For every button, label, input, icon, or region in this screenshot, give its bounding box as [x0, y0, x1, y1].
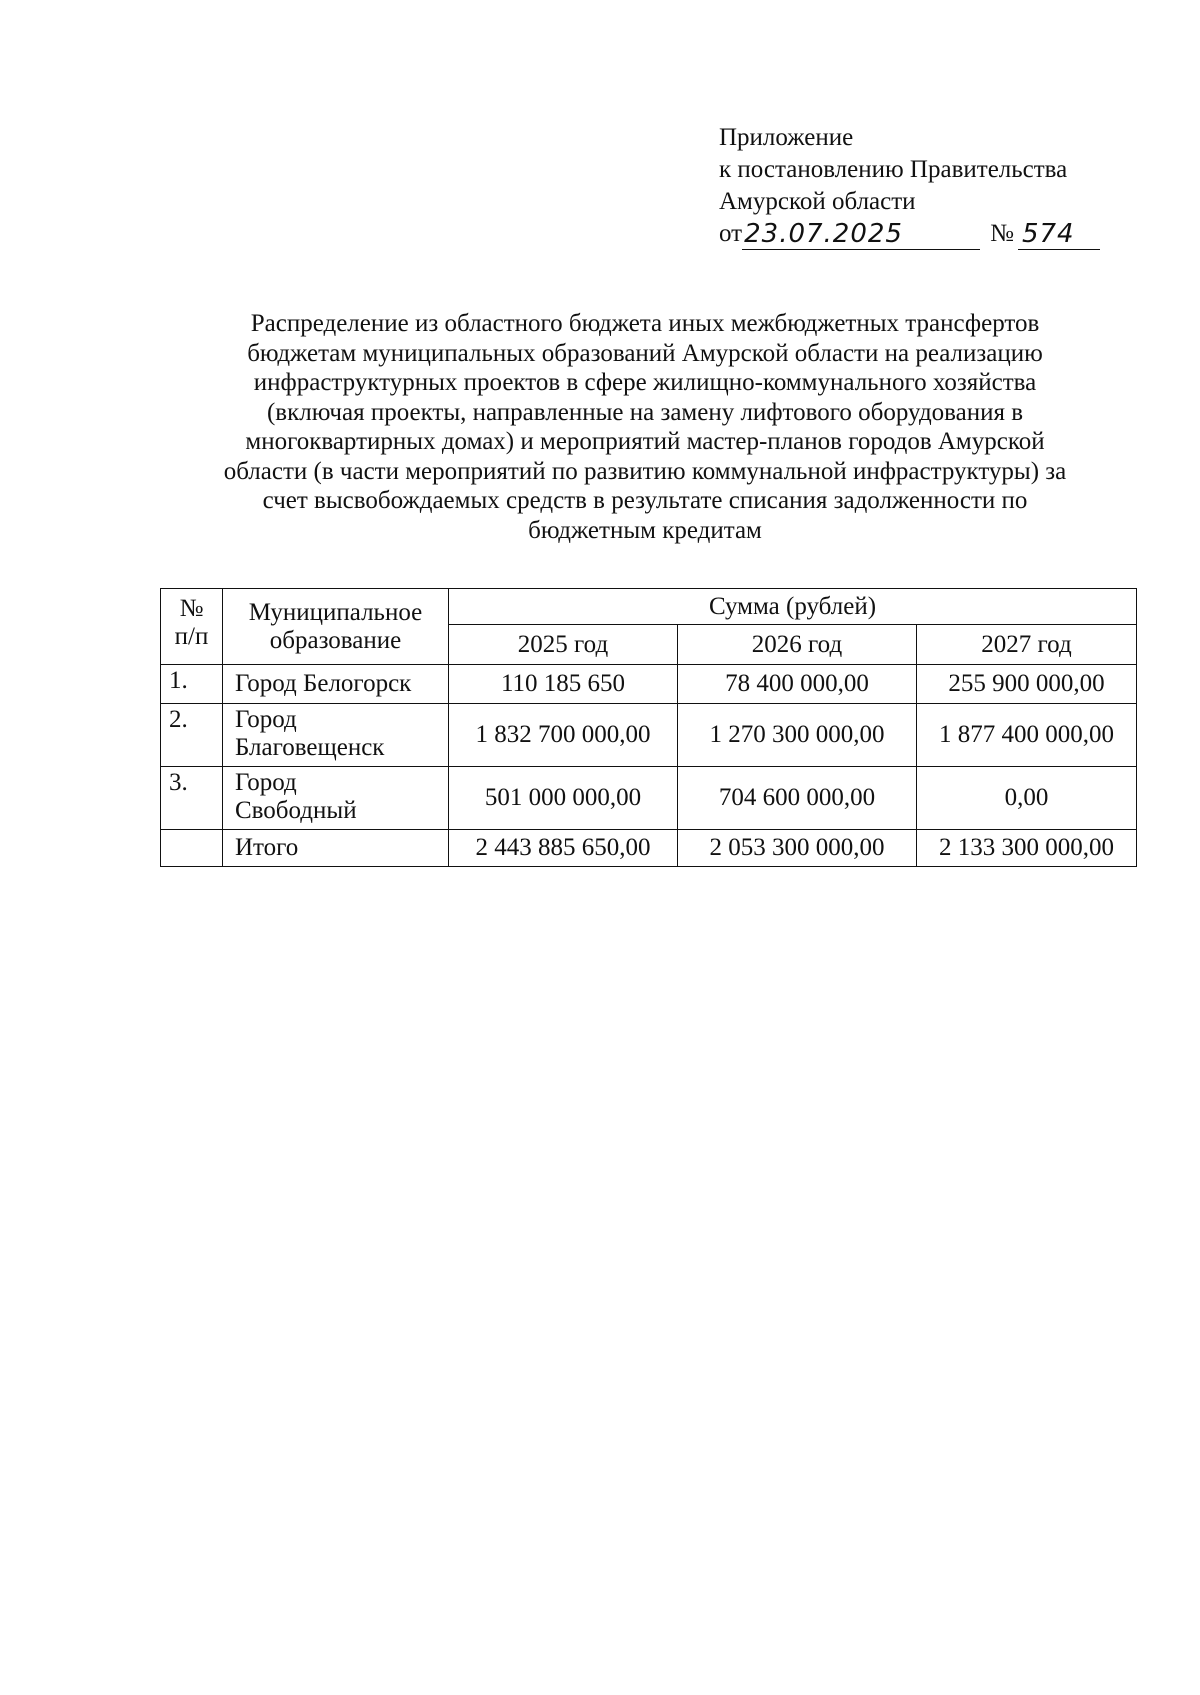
- table-row: [161, 704, 1137, 767]
- table-total-row: [161, 830, 1137, 867]
- row-value-2027: 255 900 000,00: [917, 665, 1137, 704]
- row-value-2025: 1 832 700 000,00: [449, 704, 678, 767]
- row-municipality-line2: Благовещенск: [235, 734, 385, 761]
- row-number: 2.: [161, 704, 223, 767]
- header-municipality-line2: образование: [269, 626, 402, 654]
- header-year-2027: 2027 год: [917, 625, 1137, 665]
- header-year-2026: 2026 год: [678, 625, 917, 665]
- total-value-2027: 2 133 300 000,00: [917, 830, 1137, 867]
- title-line: многоквартирных домах) и мероприятий мастер-планов городов Амурской: [245, 428, 1045, 455]
- total-value-2025: 2 443 885 650,00: [449, 830, 678, 867]
- row-municipality: [223, 767, 449, 830]
- header-year-2025: 2025 год: [449, 625, 678, 665]
- title-line: Распределение из областного бюджета иных межбюджетных трансфертов: [250, 310, 1040, 337]
- row-number: 1.: [161, 665, 223, 704]
- total-number-empty: [161, 830, 223, 867]
- header-sum: Сумма (рублей): [449, 589, 1137, 625]
- budget-distribution-table: [160, 588, 1137, 867]
- table-row: [161, 665, 1137, 704]
- row-number: 3.: [161, 767, 223, 830]
- header-number-line2: п/п: [174, 623, 209, 650]
- document-title: [150, 309, 1140, 545]
- row-value-2026: 78 400 000,00: [678, 665, 917, 704]
- row-value-2026: 704 600 000,00: [678, 767, 917, 830]
- title-line: области (в части мероприятий по развитию коммунальной инфраструктуры) за: [223, 457, 1067, 485]
- header-municipality-line1: Муниципальное: [248, 598, 423, 626]
- title-line: бюджетам муниципальных образований Амурской области на реализацию: [247, 339, 1043, 367]
- appendix-block: [719, 122, 1100, 250]
- number-sign: №: [990, 220, 1014, 247]
- table-header-row: [161, 589, 1137, 625]
- row-municipality-line1: Город: [235, 769, 297, 796]
- row-municipality-line1: Город: [235, 706, 297, 733]
- appendix-resolution-line: к постановлению Правительства: [719, 156, 1068, 183]
- row-value-2026: 1 270 300 000,00: [678, 704, 917, 767]
- row-municipality: Город Белогорск: [223, 665, 449, 704]
- total-value-2026: 2 053 300 000,00: [678, 830, 917, 867]
- title-line: инфраструктурных проектов в сфере жилищно-коммунального хозяйства: [253, 369, 1037, 396]
- row-value-2025: 110 185 650: [449, 665, 678, 704]
- appendix-date-number-line: [719, 218, 1100, 250]
- total-label: Итого: [223, 830, 449, 867]
- header-number: [161, 589, 223, 665]
- header-municipality: [223, 589, 449, 665]
- row-value-2027: 0,00: [917, 767, 1137, 830]
- handwritten-number: 574: [1018, 220, 1100, 250]
- header-number-line1: №: [179, 595, 204, 622]
- appendix-region-line: Амурской области: [719, 188, 916, 215]
- title-line: бюджетным кредитам: [528, 516, 762, 544]
- appendix-title: Приложение: [719, 124, 854, 151]
- row-value-2027: 1 877 400 000,00: [917, 704, 1137, 767]
- title-line: счет высвобождаемых средств в результате списания задолженности по: [262, 487, 1028, 514]
- title-line: (включая проекты, направленные на замену лифтового оборудования в: [266, 398, 1024, 426]
- table-row: [161, 767, 1137, 830]
- row-municipality: [223, 704, 449, 767]
- handwritten-date: 23.07.2025: [742, 220, 980, 250]
- row-value-2025: 501 000 000,00: [449, 767, 678, 830]
- date-prefix: от: [719, 220, 743, 247]
- row-municipality-line2: Свободный: [235, 797, 357, 824]
